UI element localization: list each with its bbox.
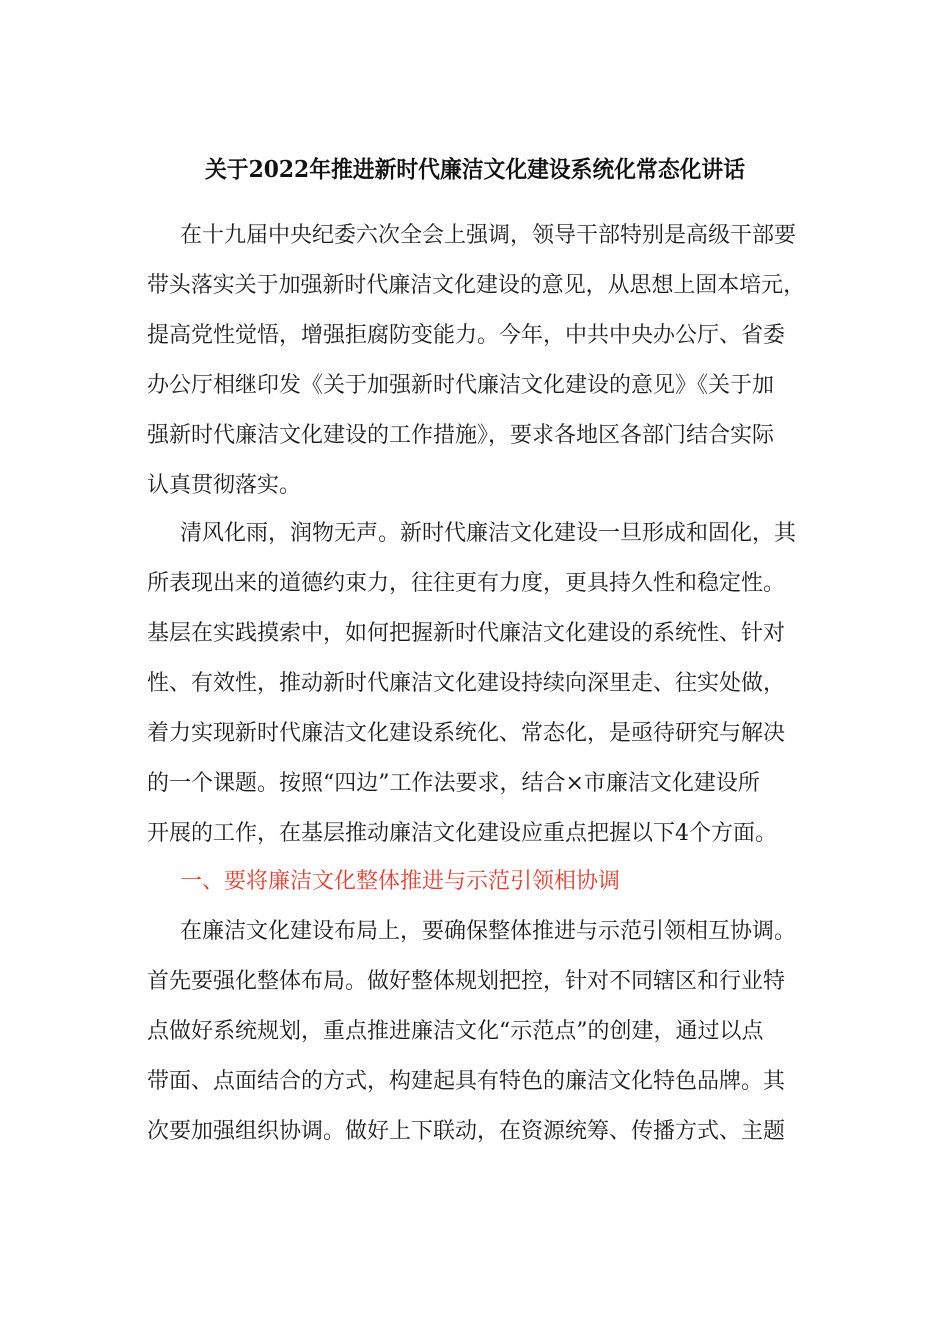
paragraph-line: 所表现出来的道德约束力，往往更有力度，更具持久性和稳定性。 [147,571,786,596]
paragraph-line: 开展的工作，在基层推动廉洁文化建设应重点把握以下4个方面。 [147,821,777,846]
paragraph-line: 着力实现新时代廉洁文化建设系统化、常态化，是亟待研究与解决 [147,721,786,746]
paragraph-line: 带面、点面结合的方式，构建起具有特色的廉洁文化特色品牌。其 [147,1069,786,1094]
paragraph-line: 次要加强组织协调。做好上下联动，在资源统筹、传播方式、主题 [147,1119,786,1144]
paragraph-line: 认真贯彻落实。 [147,473,302,498]
paragraph-line: 性、有效性，推动新时代廉洁文化建设持续向深里走、往实处做， [147,671,786,696]
paragraph-line: 提高党性觉悟，增强拒腐防变能力。今年，中共中央办公厅、省委 [147,323,786,348]
document-title: 关于2022年推进新时代廉洁文化建设系统化常态化讲话 [204,156,745,183]
paragraph-line: 的一个课题。按照“四边”工作法要求，结合×市廉洁文化建设所 [147,771,760,796]
paragraph-line: 点做好系统规划，重点推进廉洁文化“示范点”的创建，通过以点 [147,1019,764,1044]
paragraph-line: 带头落实关于加强新时代廉洁文化建设的意见，从思想上固本培元， [147,273,806,298]
paragraph-line: 清风化雨，润物无声。新时代廉洁文化建设一旦形成和固化，其 [180,521,797,546]
paragraph-line: 基层在实践摸索中，如何把握新时代廉洁文化建设的系统性、针对 [147,621,786,646]
paragraph-line: 办公厅相继印发《关于加强新时代廉洁文化建设的意见》《关于加 [147,373,775,398]
paragraph-line: 首先要强化整体布局。做好整体规划把控，针对不同辖区和行业特 [147,969,786,994]
paragraph-line: 在十九届中央纪委六次全会上强调，领导干部特别是高级干部要 [180,223,797,248]
paragraph-line: 强新时代廉洁文化建设的工作措施》，要求各地区各部门结合实际 [147,423,775,448]
paragraph-line: 在廉洁文化建设布局上，要确保整体推进与示范引领相互协调。 [180,919,797,944]
section-heading: 一、要将廉洁文化整体推进与示范引领相协调 [180,869,621,894]
